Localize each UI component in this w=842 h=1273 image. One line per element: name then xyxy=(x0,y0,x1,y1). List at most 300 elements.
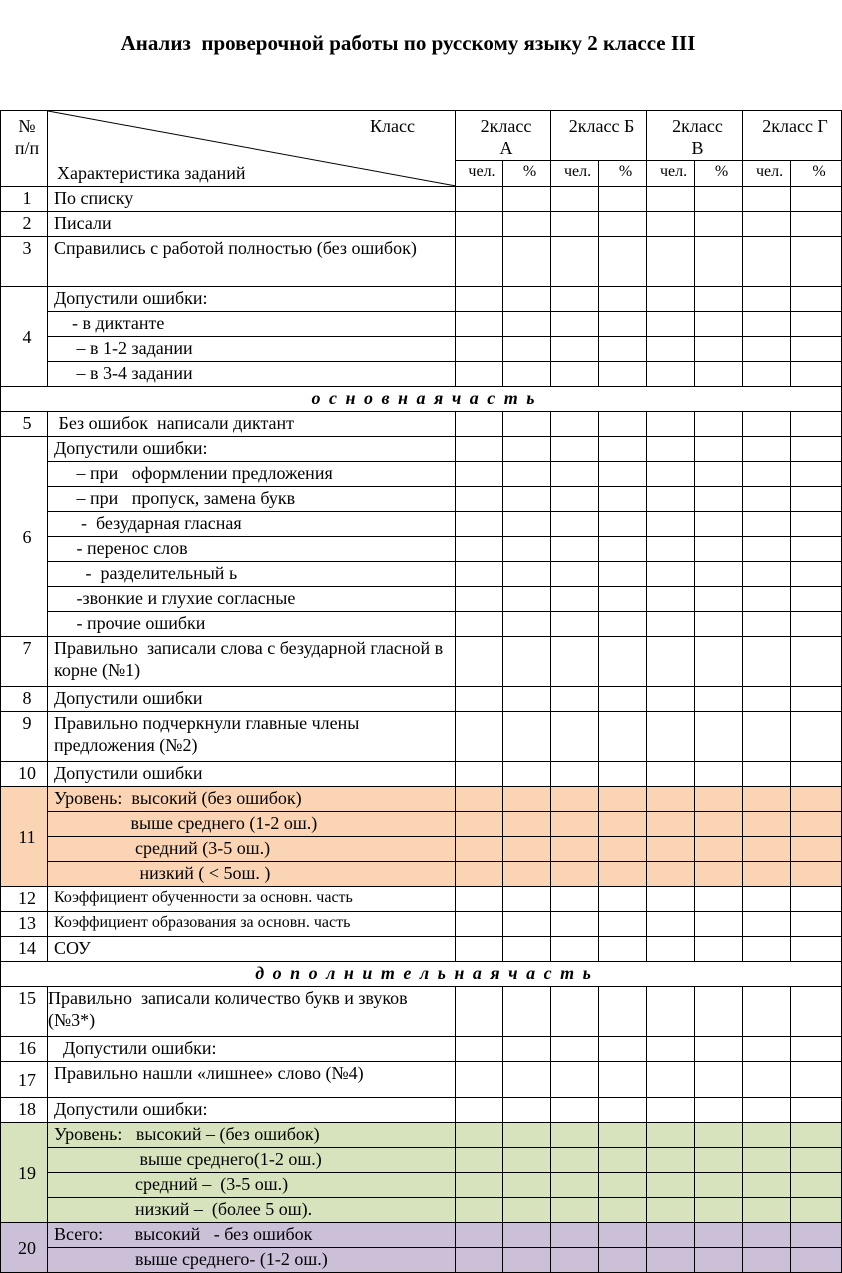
value-cell[interactable] xyxy=(647,937,695,962)
value-cell[interactable] xyxy=(743,462,791,487)
value-cell[interactable] xyxy=(551,312,599,337)
value-cell[interactable] xyxy=(551,512,599,537)
value-cell[interactable] xyxy=(647,1037,695,1062)
value-cell[interactable] xyxy=(743,687,791,712)
value-cell[interactable] xyxy=(647,712,695,762)
value-cell[interactable] xyxy=(551,187,599,212)
value-cell[interactable] xyxy=(791,362,842,387)
value-cell[interactable] xyxy=(695,887,743,912)
value-cell[interactable] xyxy=(791,537,842,562)
value-cell[interactable] xyxy=(791,812,842,837)
value-cell[interactable] xyxy=(503,187,551,212)
value-cell[interactable] xyxy=(599,512,647,537)
value-cell[interactable] xyxy=(647,687,695,712)
value-cell[interactable] xyxy=(551,1098,599,1123)
value-cell[interactable] xyxy=(599,487,647,512)
value-cell[interactable] xyxy=(647,337,695,362)
value-cell[interactable] xyxy=(647,1123,695,1148)
value-cell[interactable] xyxy=(456,562,503,587)
value-cell[interactable] xyxy=(456,512,503,537)
value-cell[interactable] xyxy=(791,312,842,337)
value-cell[interactable] xyxy=(791,487,842,512)
value-cell[interactable] xyxy=(791,887,842,912)
value-cell[interactable] xyxy=(743,1148,791,1173)
value-cell[interactable] xyxy=(647,287,695,312)
value-cell[interactable] xyxy=(599,1037,647,1062)
value-cell[interactable] xyxy=(647,462,695,487)
value-cell[interactable] xyxy=(456,462,503,487)
value-cell[interactable] xyxy=(695,237,743,287)
value-cell[interactable] xyxy=(503,537,551,562)
value-cell[interactable] xyxy=(599,787,647,812)
value-cell[interactable] xyxy=(647,1248,695,1273)
value-cell[interactable] xyxy=(551,1123,599,1148)
value-cell[interactable] xyxy=(647,237,695,287)
value-cell[interactable] xyxy=(743,212,791,237)
value-cell[interactable] xyxy=(599,187,647,212)
value-cell[interactable] xyxy=(647,212,695,237)
value-cell[interactable] xyxy=(695,862,743,887)
value-cell[interactable] xyxy=(551,762,599,787)
value-cell[interactable] xyxy=(503,512,551,537)
value-cell[interactable] xyxy=(743,887,791,912)
value-cell[interactable] xyxy=(456,237,503,287)
value-cell[interactable] xyxy=(503,1062,551,1098)
value-cell[interactable] xyxy=(503,612,551,637)
value-cell[interactable] xyxy=(599,1198,647,1223)
value-cell[interactable] xyxy=(551,787,599,812)
value-cell[interactable] xyxy=(791,512,842,537)
value-cell[interactable] xyxy=(551,337,599,362)
row-text: – при оформлении предложения xyxy=(48,462,456,487)
value-cell[interactable] xyxy=(695,337,743,362)
value-cell[interactable] xyxy=(503,362,551,387)
value-cell[interactable] xyxy=(503,1037,551,1062)
value-cell[interactable] xyxy=(503,912,551,937)
value-cell[interactable] xyxy=(695,1223,743,1248)
value-cell[interactable] xyxy=(695,537,743,562)
value-cell[interactable] xyxy=(551,687,599,712)
value-cell[interactable] xyxy=(456,212,503,237)
value-cell[interactable] xyxy=(503,312,551,337)
value-cell[interactable] xyxy=(791,762,842,787)
value-cell[interactable] xyxy=(743,237,791,287)
value-cell[interactable] xyxy=(456,1062,503,1098)
value-cell[interactable] xyxy=(551,287,599,312)
value-cell[interactable] xyxy=(743,1098,791,1123)
value-cell[interactable] xyxy=(647,837,695,862)
value-cell[interactable] xyxy=(503,987,551,1037)
value-cell[interactable] xyxy=(695,787,743,812)
value-cell[interactable] xyxy=(551,812,599,837)
value-cell[interactable] xyxy=(599,812,647,837)
value-cell[interactable] xyxy=(551,412,599,437)
value-cell[interactable] xyxy=(551,1037,599,1062)
value-cell[interactable] xyxy=(743,537,791,562)
value-cell[interactable] xyxy=(503,1198,551,1223)
value-cell[interactable] xyxy=(503,562,551,587)
value-cell[interactable] xyxy=(503,487,551,512)
value-cell[interactable] xyxy=(791,212,842,237)
value-cell[interactable] xyxy=(551,212,599,237)
value-cell[interactable] xyxy=(599,887,647,912)
value-cell[interactable] xyxy=(599,1098,647,1123)
value-cell[interactable] xyxy=(791,1123,842,1148)
value-cell[interactable] xyxy=(456,1148,503,1173)
value-cell[interactable] xyxy=(695,462,743,487)
value-cell[interactable] xyxy=(456,612,503,637)
value-cell[interactable] xyxy=(791,987,842,1037)
value-cell[interactable] xyxy=(743,562,791,587)
value-cell[interactable] xyxy=(743,487,791,512)
value-cell[interactable] xyxy=(695,1198,743,1223)
value-cell[interactable] xyxy=(456,862,503,887)
value-cell[interactable] xyxy=(647,312,695,337)
value-cell[interactable] xyxy=(599,612,647,637)
value-cell[interactable] xyxy=(503,687,551,712)
value-cell[interactable] xyxy=(599,1148,647,1173)
value-cell[interactable] xyxy=(503,1148,551,1173)
value-cell[interactable] xyxy=(695,1123,743,1148)
value-cell[interactable] xyxy=(791,687,842,712)
value-cell[interactable] xyxy=(743,762,791,787)
value-cell[interactable] xyxy=(647,762,695,787)
value-cell[interactable] xyxy=(791,712,842,762)
value-cell[interactable] xyxy=(743,512,791,537)
value-cell[interactable] xyxy=(647,787,695,812)
value-cell[interactable] xyxy=(647,862,695,887)
value-cell[interactable] xyxy=(503,337,551,362)
value-cell[interactable] xyxy=(791,1062,842,1098)
value-cell[interactable] xyxy=(599,937,647,962)
value-cell[interactable] xyxy=(695,562,743,587)
value-cell[interactable] xyxy=(599,837,647,862)
value-cell[interactable] xyxy=(791,1173,842,1198)
value-cell[interactable] xyxy=(743,312,791,337)
value-cell[interactable] xyxy=(743,187,791,212)
value-cell[interactable] xyxy=(743,437,791,462)
value-cell[interactable] xyxy=(503,412,551,437)
value-cell[interactable] xyxy=(599,1248,647,1273)
value-cell[interactable] xyxy=(551,637,599,687)
value-cell[interactable] xyxy=(551,462,599,487)
value-cell[interactable] xyxy=(599,412,647,437)
value-cell[interactable] xyxy=(647,912,695,937)
value-cell[interactable] xyxy=(503,937,551,962)
value-cell[interactable] xyxy=(551,1062,599,1098)
value-cell[interactable] xyxy=(791,237,842,287)
value-cell[interactable] xyxy=(791,462,842,487)
value-cell[interactable] xyxy=(695,1248,743,1273)
value-cell[interactable] xyxy=(791,912,842,937)
value-cell[interactable] xyxy=(743,1062,791,1098)
value-cell[interactable] xyxy=(647,362,695,387)
value-cell[interactable] xyxy=(695,1148,743,1173)
value-cell[interactable] xyxy=(503,1223,551,1248)
value-cell[interactable] xyxy=(647,437,695,462)
value-cell[interactable] xyxy=(551,1148,599,1173)
value-cell[interactable] xyxy=(791,862,842,887)
value-cell[interactable] xyxy=(791,287,842,312)
value-cell[interactable] xyxy=(743,787,791,812)
value-cell[interactable] xyxy=(743,287,791,312)
value-cell[interactable] xyxy=(503,1173,551,1198)
value-cell[interactable] xyxy=(456,712,503,762)
value-cell[interactable] xyxy=(503,787,551,812)
value-cell[interactable] xyxy=(743,612,791,637)
value-cell[interactable] xyxy=(456,287,503,312)
value-cell[interactable] xyxy=(551,587,599,612)
value-cell[interactable] xyxy=(599,362,647,387)
value-cell[interactable] xyxy=(551,937,599,962)
value-cell[interactable] xyxy=(599,287,647,312)
value-cell[interactable] xyxy=(599,537,647,562)
value-cell[interactable] xyxy=(599,987,647,1037)
value-cell[interactable] xyxy=(743,712,791,762)
value-cell[interactable] xyxy=(647,637,695,687)
value-cell[interactable] xyxy=(695,687,743,712)
value-cell[interactable] xyxy=(456,437,503,462)
value-cell[interactable] xyxy=(695,512,743,537)
value-cell[interactable] xyxy=(551,562,599,587)
value-cell[interactable] xyxy=(791,1037,842,1062)
value-cell[interactable] xyxy=(791,337,842,362)
value-cell[interactable] xyxy=(791,437,842,462)
value-cell[interactable] xyxy=(599,862,647,887)
table-row xyxy=(1,187,842,212)
value-cell[interactable] xyxy=(743,412,791,437)
value-cell[interactable] xyxy=(456,762,503,787)
value-cell[interactable] xyxy=(503,237,551,287)
value-cell[interactable] xyxy=(503,712,551,762)
value-cell[interactable] xyxy=(743,837,791,862)
value-cell[interactable] xyxy=(456,487,503,512)
value-cell[interactable] xyxy=(791,562,842,587)
value-cell[interactable] xyxy=(695,637,743,687)
value-cell[interactable] xyxy=(695,837,743,862)
value-cell[interactable] xyxy=(743,1123,791,1148)
value-cell[interactable] xyxy=(647,562,695,587)
table-row xyxy=(1,987,842,1037)
value-cell[interactable] xyxy=(599,312,647,337)
value-cell[interactable] xyxy=(599,687,647,712)
value-cell[interactable] xyxy=(503,837,551,862)
value-cell[interactable] xyxy=(791,587,842,612)
value-cell[interactable] xyxy=(647,987,695,1037)
value-cell[interactable] xyxy=(695,362,743,387)
value-cell[interactable] xyxy=(456,1198,503,1223)
value-cell[interactable] xyxy=(647,1198,695,1223)
value-cell[interactable] xyxy=(695,212,743,237)
value-cell[interactable] xyxy=(743,1198,791,1223)
value-cell[interactable] xyxy=(791,1148,842,1173)
value-cell[interactable] xyxy=(503,1098,551,1123)
value-cell[interactable] xyxy=(743,1223,791,1248)
value-cell[interactable] xyxy=(551,837,599,862)
value-cell[interactable] xyxy=(551,237,599,287)
value-cell[interactable] xyxy=(503,587,551,612)
value-cell[interactable] xyxy=(743,912,791,937)
value-cell[interactable] xyxy=(791,937,842,962)
value-cell[interactable] xyxy=(743,862,791,887)
value-cell[interactable] xyxy=(456,337,503,362)
value-cell[interactable] xyxy=(503,862,551,887)
value-cell[interactable] xyxy=(456,937,503,962)
value-cell[interactable] xyxy=(503,887,551,912)
value-cell[interactable] xyxy=(551,712,599,762)
value-cell[interactable] xyxy=(599,1062,647,1098)
value-cell[interactable] xyxy=(695,1062,743,1098)
value-cell[interactable] xyxy=(647,187,695,212)
value-cell[interactable] xyxy=(695,1173,743,1198)
value-cell[interactable] xyxy=(791,412,842,437)
value-cell[interactable] xyxy=(791,1248,842,1273)
value-cell[interactable] xyxy=(551,487,599,512)
value-cell[interactable] xyxy=(456,312,503,337)
value-cell[interactable] xyxy=(551,612,599,637)
value-cell[interactable] xyxy=(743,987,791,1037)
value-cell[interactable] xyxy=(647,1173,695,1198)
value-cell[interactable] xyxy=(695,987,743,1037)
value-cell[interactable] xyxy=(647,1223,695,1248)
value-cell[interactable] xyxy=(695,937,743,962)
value-cell[interactable] xyxy=(743,937,791,962)
value-cell[interactable] xyxy=(551,1223,599,1248)
value-cell[interactable] xyxy=(647,412,695,437)
value-cell[interactable] xyxy=(695,762,743,787)
value-cell[interactable] xyxy=(599,762,647,787)
value-cell[interactable] xyxy=(743,637,791,687)
value-cell[interactable] xyxy=(647,812,695,837)
value-cell[interactable] xyxy=(647,537,695,562)
value-cell[interactable] xyxy=(503,437,551,462)
value-cell[interactable] xyxy=(695,187,743,212)
value-cell[interactable] xyxy=(695,1037,743,1062)
value-cell[interactable] xyxy=(791,187,842,212)
value-cell[interactable] xyxy=(551,537,599,562)
value-cell[interactable] xyxy=(456,637,503,687)
value-cell[interactable] xyxy=(599,337,647,362)
value-cell[interactable] xyxy=(551,437,599,462)
value-cell[interactable] xyxy=(456,687,503,712)
value-cell[interactable] xyxy=(647,1098,695,1123)
value-cell[interactable] xyxy=(551,912,599,937)
value-cell[interactable] xyxy=(695,812,743,837)
value-cell[interactable] xyxy=(791,1223,842,1248)
value-cell[interactable] xyxy=(503,287,551,312)
value-cell[interactable] xyxy=(695,1098,743,1123)
value-cell[interactable] xyxy=(551,887,599,912)
value-cell[interactable] xyxy=(456,912,503,937)
value-cell[interactable] xyxy=(695,912,743,937)
value-cell[interactable] xyxy=(456,887,503,912)
value-cell[interactable] xyxy=(695,437,743,462)
value-cell[interactable] xyxy=(456,1248,503,1273)
value-cell[interactable] xyxy=(599,912,647,937)
value-cell[interactable] xyxy=(791,1098,842,1123)
value-cell[interactable] xyxy=(503,637,551,687)
value-cell[interactable] xyxy=(791,1198,842,1223)
value-cell[interactable] xyxy=(647,1062,695,1098)
value-cell[interactable] xyxy=(647,587,695,612)
value-cell[interactable] xyxy=(456,837,503,862)
value-cell[interactable] xyxy=(599,637,647,687)
value-cell[interactable] xyxy=(695,712,743,762)
value-cell[interactable] xyxy=(551,1173,599,1198)
value-cell[interactable] xyxy=(456,187,503,212)
value-cell[interactable] xyxy=(791,787,842,812)
value-cell[interactable] xyxy=(456,1098,503,1123)
value-cell[interactable] xyxy=(695,487,743,512)
value-cell[interactable] xyxy=(743,1248,791,1273)
value-cell[interactable] xyxy=(791,837,842,862)
value-cell[interactable] xyxy=(599,1173,647,1198)
value-cell[interactable] xyxy=(695,312,743,337)
row-number: 7 xyxy=(1,637,48,687)
value-cell[interactable] xyxy=(551,1198,599,1223)
value-cell[interactable] xyxy=(503,462,551,487)
value-cell[interactable] xyxy=(599,712,647,762)
value-cell[interactable] xyxy=(695,412,743,437)
value-cell[interactable] xyxy=(599,237,647,287)
value-cell[interactable] xyxy=(791,637,842,687)
value-cell[interactable] xyxy=(456,587,503,612)
value-cell[interactable] xyxy=(456,812,503,837)
value-cell[interactable] xyxy=(503,1123,551,1148)
value-cell[interactable] xyxy=(791,612,842,637)
value-cell[interactable] xyxy=(456,787,503,812)
value-cell[interactable] xyxy=(647,612,695,637)
value-cell[interactable] xyxy=(456,1223,503,1248)
value-cell[interactable] xyxy=(503,812,551,837)
value-cell[interactable] xyxy=(743,337,791,362)
value-cell[interactable] xyxy=(503,762,551,787)
value-cell[interactable] xyxy=(599,562,647,587)
value-cell[interactable] xyxy=(551,1248,599,1273)
value-cell[interactable] xyxy=(695,287,743,312)
value-cell[interactable] xyxy=(647,487,695,512)
value-cell[interactable] xyxy=(456,1123,503,1148)
value-cell[interactable] xyxy=(647,512,695,537)
value-cell[interactable] xyxy=(456,1173,503,1198)
value-cell[interactable] xyxy=(695,587,743,612)
value-cell[interactable] xyxy=(456,412,503,437)
value-cell[interactable] xyxy=(647,887,695,912)
value-cell[interactable] xyxy=(551,862,599,887)
value-cell[interactable] xyxy=(743,587,791,612)
value-cell[interactable] xyxy=(551,987,599,1037)
value-cell[interactable] xyxy=(743,362,791,387)
value-cell[interactable] xyxy=(456,1037,503,1062)
value-cell[interactable] xyxy=(503,212,551,237)
value-cell[interactable] xyxy=(599,1223,647,1248)
value-cell[interactable] xyxy=(503,1248,551,1273)
value-cell[interactable] xyxy=(695,612,743,637)
value-cell[interactable] xyxy=(599,1123,647,1148)
value-cell[interactable] xyxy=(599,587,647,612)
value-cell[interactable] xyxy=(599,462,647,487)
value-cell[interactable] xyxy=(743,812,791,837)
value-cell[interactable] xyxy=(647,1148,695,1173)
value-cell[interactable] xyxy=(551,362,599,387)
value-cell[interactable] xyxy=(599,437,647,462)
value-cell[interactable] xyxy=(743,1173,791,1198)
value-cell[interactable] xyxy=(599,212,647,237)
value-cell[interactable] xyxy=(456,537,503,562)
value-cell[interactable] xyxy=(456,362,503,387)
value-cell[interactable] xyxy=(743,1037,791,1062)
value-cell[interactable] xyxy=(456,987,503,1037)
